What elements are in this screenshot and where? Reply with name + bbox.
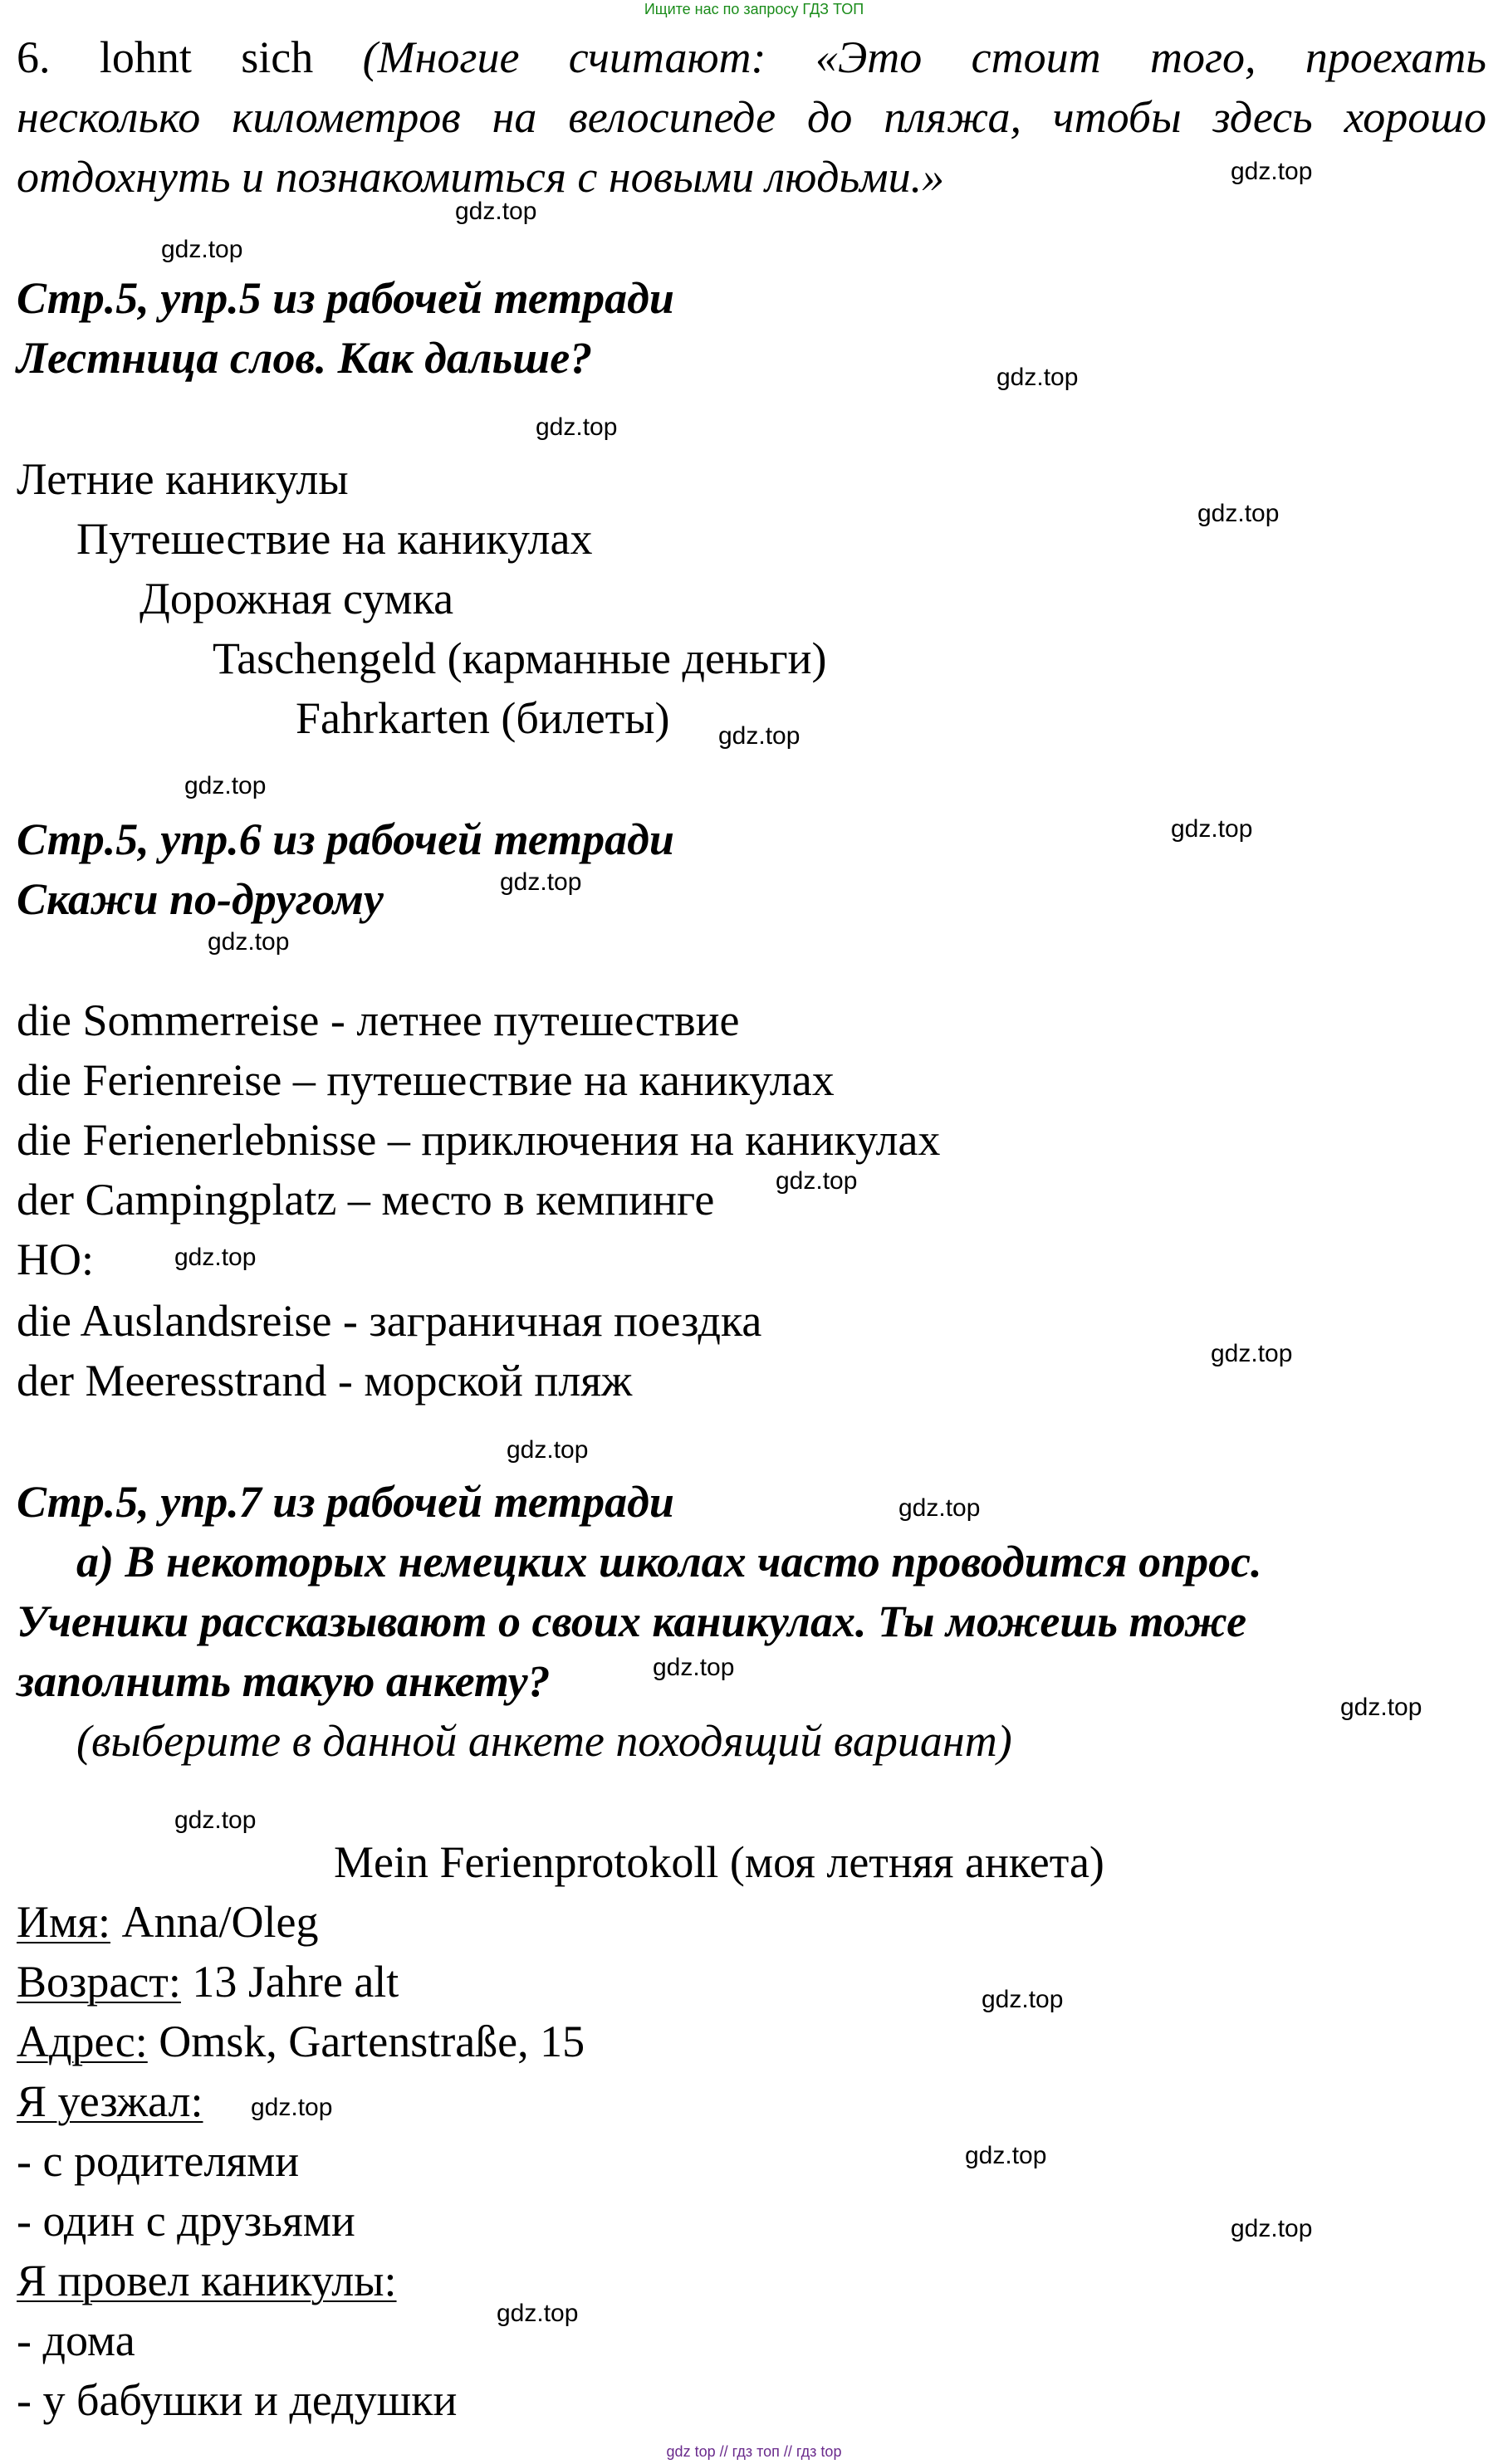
ex7-note: (выберите в данной анкете походящий вариант) [76, 1716, 1012, 1766]
form-went-option-1: - с родителями [17, 2136, 300, 2186]
watermark: gdz.top [1340, 1694, 1422, 1721]
ex7-task-line-2: Ученики рассказывают о своих каникулах. Ты можешь тоже [17, 1596, 1247, 1646]
watermark: gdz.top [1171, 815, 1253, 843]
watermark: gdz.top [776, 1167, 858, 1195]
intro-line-2: несколько километров на велосипеде до пляжа, чтобы здесь хорошо [17, 92, 1486, 142]
ex6-item-4: der Campingplatz – место в кемпинге [17, 1175, 715, 1225]
form-went-option-2: - один с друзьями [17, 2196, 355, 2246]
watermark: gdz.top [1231, 158, 1313, 185]
watermark: gdz.top [497, 2300, 579, 2327]
ex5-subheading: Лестница слов. Как дальше? [17, 333, 593, 383]
watermark: gdz.top [184, 772, 267, 799]
intro-line-1 [17, 32, 1486, 83]
form-age-row [17, 1956, 399, 2007]
form-name-row [17, 1896, 318, 1948]
form-title: Mein Ferienprotokoll (моя летняя анкета) [334, 1837, 1104, 1887]
watermark: gdz.top [965, 2142, 1047, 2169]
watermark: gdz.top [996, 364, 1079, 391]
ex6-item-3: die Ferienerlebnisse – приключения на каникулах [17, 1115, 941, 1165]
ladder-step-2: Путешествие на каникулах [76, 514, 593, 564]
ex6-but-label: НО: [17, 1234, 94, 1284]
ex5-heading: Стр.5, упр.5 из рабочей тетради [17, 273, 674, 323]
watermark: gdz.top [455, 198, 537, 225]
watermark: gdz.top [208, 928, 290, 956]
form-went-label: Я уезжал: [17, 2076, 203, 2126]
footer-note: gdz top // гдз топ // гдз top [666, 2443, 842, 2460]
watermark: gdz.top [1197, 500, 1280, 527]
watermark: gdz.top [251, 2094, 333, 2121]
form-address-row [17, 2016, 585, 2067]
watermark: gdz.top [536, 413, 618, 441]
ex6-but-item-2: der Meeresstrand - морской пляж [17, 1356, 633, 1406]
watermark: gdz.top [174, 1244, 257, 1271]
form-address-value: Omsk, Gartenstraße, 15 [147, 2017, 585, 2066]
watermark: gdz.top [982, 1986, 1064, 2013]
form-name-value: Anna/Oleg [110, 1897, 319, 1947]
watermark: gdz.top [161, 236, 243, 263]
ex7-heading: Стр.5, упр.7 из рабочей тетради [17, 1477, 674, 1527]
ex6-item-1: die Sommerreise - летнее путешествие [17, 995, 740, 1045]
form-address-label: Адрес: [17, 2017, 148, 2066]
watermark: gdz.top [1211, 1340, 1293, 1367]
form-age-label: Возраст: [17, 1957, 181, 2007]
watermark: gdz.top [898, 1494, 981, 1522]
ladder-step-4: Taschengeld (карманные деньги) [213, 633, 827, 683]
watermark: gdz.top [718, 722, 801, 750]
form-spent-option-1: - дома [17, 2315, 135, 2365]
header-note: Ищите нас по запросу ГДЗ ТОП [644, 1, 864, 17]
ex6-heading: Стр.5, упр.6 из рабочей тетради [17, 814, 674, 864]
form-spent-label: Я провел каникулы: [17, 2256, 397, 2305]
intro-number: 6. lohnt sich [17, 32, 314, 82]
ex6-item-2: die Ferienreise – путешествие на каникулах [17, 1055, 835, 1105]
watermark: gdz.top [653, 1654, 735, 1681]
ex6-subheading: Скажи по-другому [17, 874, 384, 924]
watermark: gdz.top [500, 868, 582, 896]
form-name-label: Имя: [17, 1897, 111, 1947]
watermark: gdz.top [507, 1436, 589, 1464]
watermark: gdz.top [1231, 2215, 1313, 2242]
form-spent-option-2: - у бабушки и дедушки [17, 2375, 458, 2425]
form-spent-label-row [17, 2255, 397, 2306]
intro-line-3: отдохнуть и познакомиться с новыми людьми.» [17, 152, 945, 202]
form-age-value: 13 Jahre alt [180, 1957, 399, 2007]
ladder-step-1: Летние каникулы [17, 454, 349, 504]
intro-quote-start: (Многие считают: «Это стоит того, проехать [362, 32, 1487, 82]
watermark: gdz.top [174, 1806, 257, 1834]
ex7-task-line-1: а) В некоторых немецких школах часто проводится опрос. [76, 1537, 1262, 1586]
ladder-step-3: Дорожная сумка [140, 574, 454, 623]
ladder-step-5: Fahrkarten (билеты) [296, 693, 670, 743]
form-went-label-row [17, 2075, 203, 2127]
ex6-but-item-1: die Auslandsreise - заграничная поездка [17, 1296, 762, 1346]
ex7-task-line-3: заполнить такую анкету? [17, 1656, 551, 1706]
